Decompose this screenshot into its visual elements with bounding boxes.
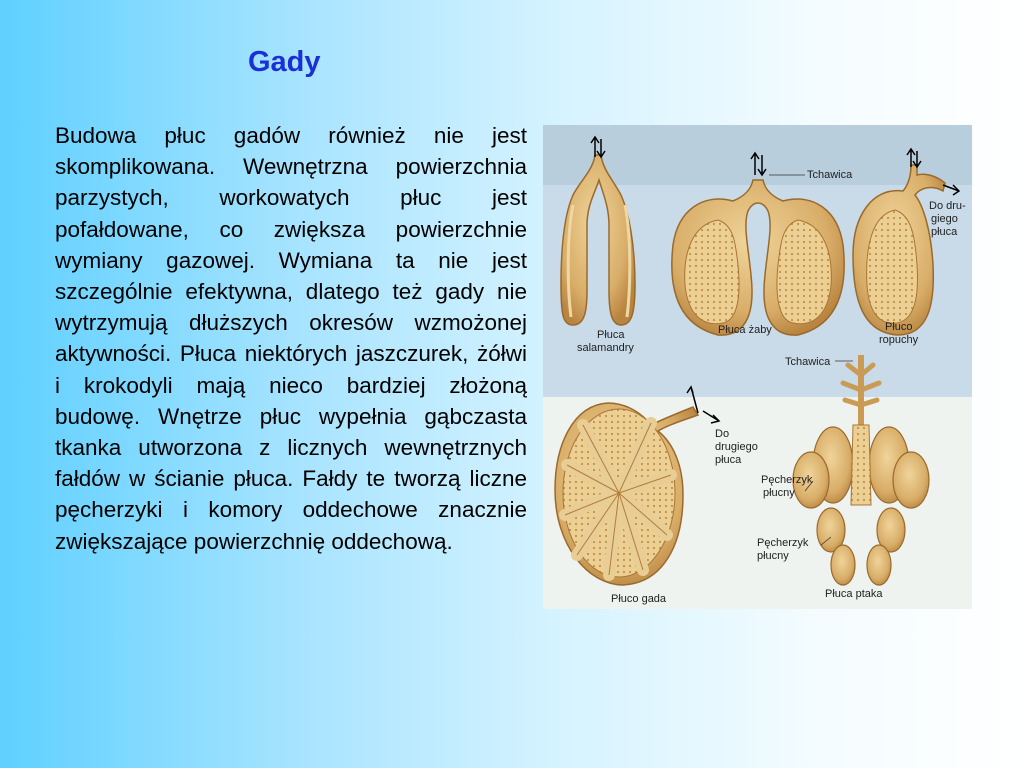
label-do-drugiego-3: płuca [931, 226, 958, 238]
slide-body-text: Budowa płuc gadów również nie jest skomplikowana. Wewnętrzna powierzchnia parzystych, workowatych płuc jest pofałdowane, co zwiększa powierzchnie wymiany gazowej. Wymiana ta nie jest szczególnie efektywna, dlatego też gady nie wytrzymują dłuższych okresów wzmożonej aktywności. Płuca niektórych jaszczurek, żółwi i krokodyli mają nieco bardziej złożoną budowę. Wnętrze płuc wypełnia gąbczasta tkanka utworzona z licznych wewnętrznych fałdów w ścianie płuca. Fałdy te tworzą liczne pęcherzyki i komory oddechowe znacznie zwiększające powierzchnię oddechową. [55, 123, 527, 554]
label-zaba: Płuca żaby [718, 324, 772, 336]
label-gad-drugiego-3: płuca [715, 454, 742, 466]
label-pecherzyk2-1: Pęcherzyk [757, 537, 809, 549]
label-gad: Płuco gada [611, 593, 667, 605]
label-pecherzyk1-2: płucny [763, 487, 795, 499]
label-ptak: Płuca ptaka [825, 588, 883, 600]
label-do-drugiego-2: giego [931, 213, 958, 225]
label-gad-drugiego-1: Do [715, 428, 730, 440]
label-salamandra-2: salamandry [577, 342, 634, 354]
label-ropucha-2: ropuchy [879, 334, 919, 346]
slide-title: Gady [248, 46, 321, 78]
label-pecherzyk1-1: Pęcherzyk [761, 474, 813, 486]
label-ropucha-1: Płuco [885, 321, 913, 333]
label-tchawica-top: Tchawica [807, 169, 853, 181]
label-pecherzyk2-2: płucny [757, 550, 789, 562]
label-gad-drugiego-2: drugiego [715, 441, 758, 453]
lungs-illustration [543, 125, 972, 609]
label-do-drugiego-1: Do dru- [929, 200, 966, 212]
label-tchawica-bottom: Tchawica [785, 356, 831, 368]
label-salamandra-1: Płuca [597, 329, 625, 341]
